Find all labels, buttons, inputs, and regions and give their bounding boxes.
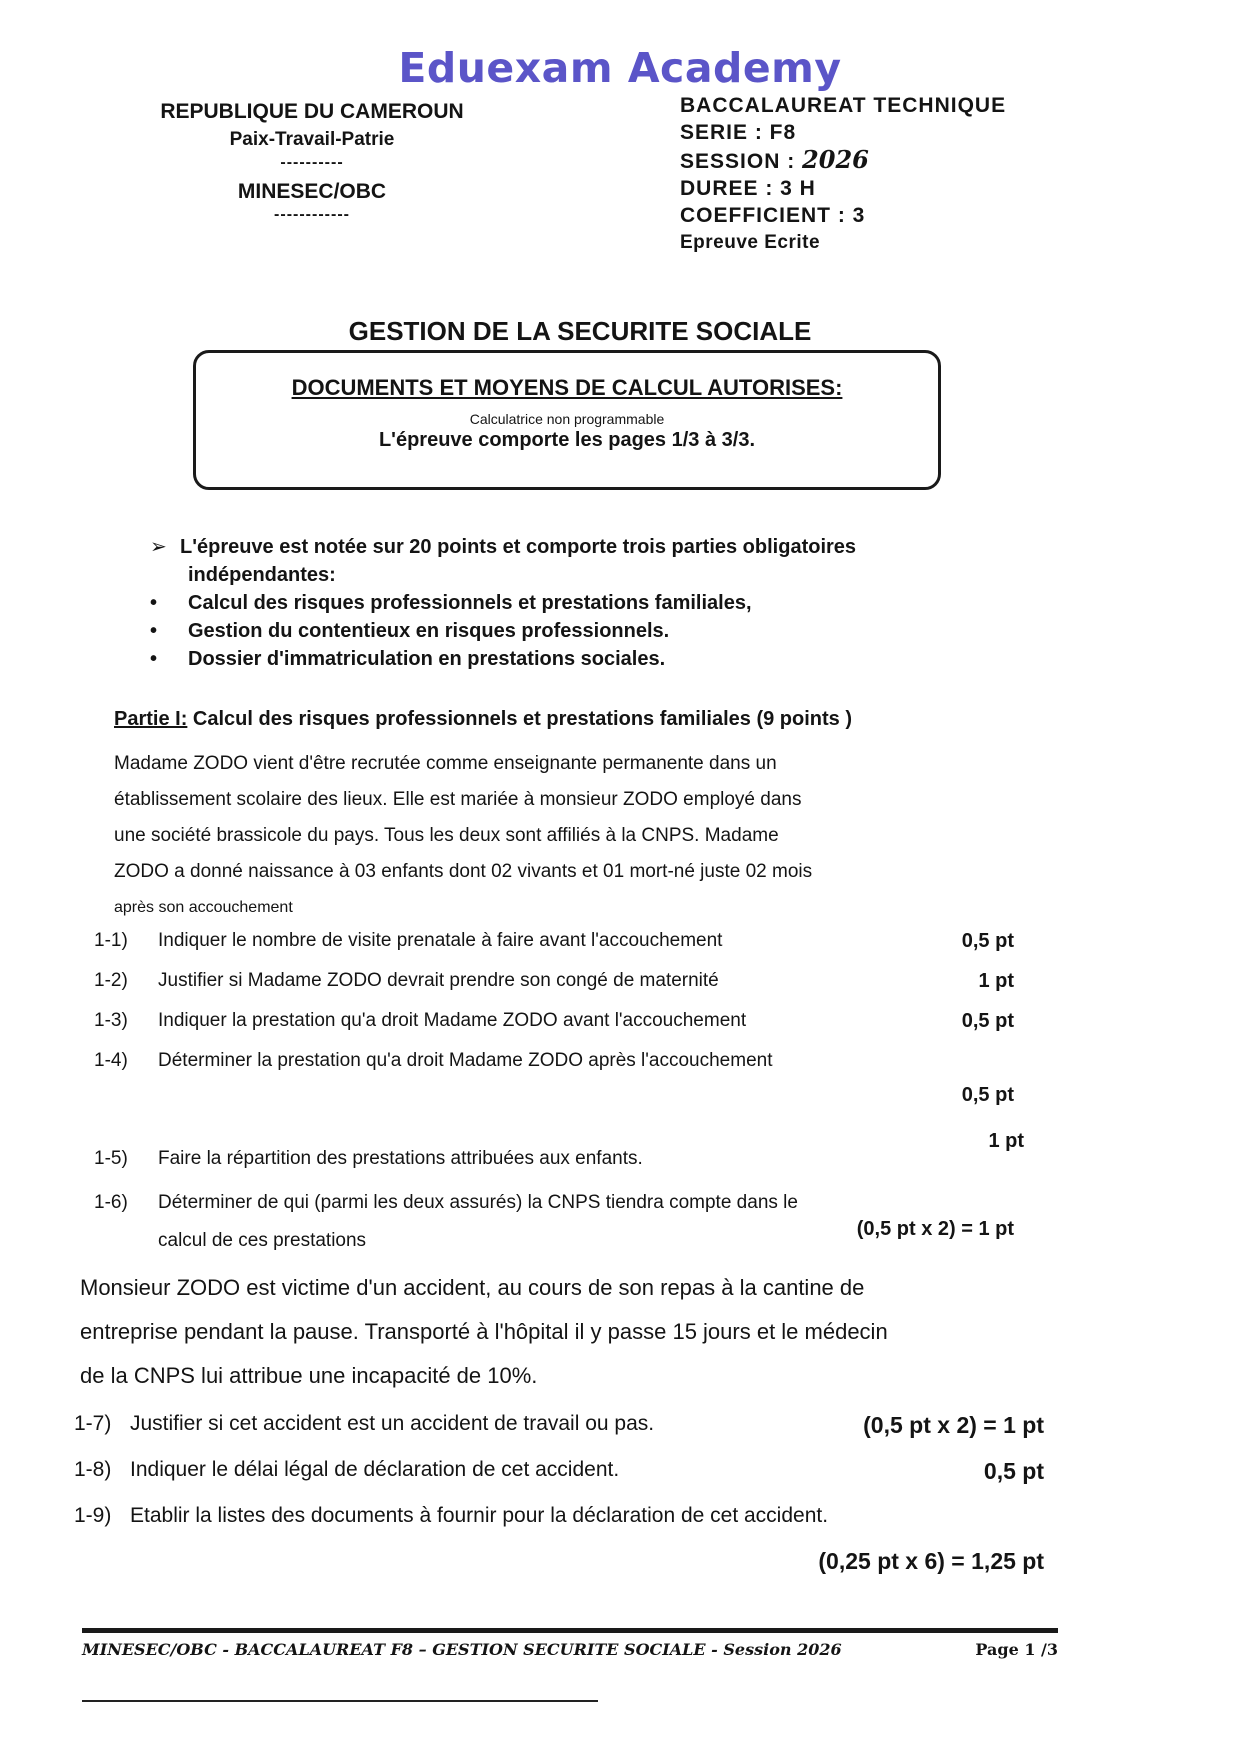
exam-duration: DUREE : 3 H	[680, 177, 816, 200]
separator: ------------	[274, 206, 350, 223]
question-1-6-continued	[158, 1218, 1034, 1258]
list-item	[150, 645, 1010, 673]
paragraph-line: après son accouchement	[114, 899, 293, 916]
paragraph-line: une société brassicole du pays. Tous les deux sont affiliés à la CNPS. Madame	[114, 825, 779, 846]
session-label: SESSION :	[680, 150, 796, 173]
paragraph-line: Madame ZODO vient d'être recrutée comme enseignante permanente dans un	[114, 753, 777, 774]
question-text: Déterminer la prestation qu'a droit Madame ZODO après l'accouchement	[158, 1050, 773, 1071]
question-text: Indiquer le nombre de visite prenatale à faire avant l'accouchement	[158, 930, 723, 951]
list-item-text: Dossier d'immatriculation en prestations sociales.	[188, 648, 666, 670]
box-title: DOCUMENTS ET MOYENS DE CALCUL AUTORISES:	[291, 375, 843, 400]
country-name: REPUBLIQUE DU CAMEROUN	[160, 100, 464, 123]
bottom-rule	[82, 1700, 598, 1702]
instruction-text: L'épreuve est notée sur 20 points et comporte trois parties obligatoires	[180, 536, 857, 558]
instructions	[150, 533, 1010, 673]
question-1-7	[74, 1412, 1044, 1444]
question-text: Faire la répartition des prestations attribuées aux enfants.	[158, 1148, 643, 1169]
question-points: 0,5 pt	[961, 930, 1014, 952]
question-points: (0,25 pt x 6) = 1,25 pt	[818, 1548, 1044, 1574]
paragraph-line: de la CNPS lui attribue une incapacité de 10%.	[80, 1363, 538, 1388]
footer-text: MINESEC/OBC - BACCALAUREAT F8 – GESTION SECURITE SOCIALE - Session 2026	[82, 1640, 842, 1659]
question-1-6	[94, 1192, 1034, 1220]
question-number: 1-6)	[94, 1192, 128, 1213]
bullet-icon: •	[150, 620, 158, 642]
bullet-icon: •	[150, 592, 158, 614]
question-1-4	[94, 1050, 1034, 1078]
question-number: 1-8)	[74, 1458, 112, 1481]
paragraph-line: ZODO a donné naissance à 03 enfants dont 02 vivants et 01 mort-né juste 02 mois	[114, 861, 813, 882]
header-left	[132, 98, 492, 224]
question-text: calcul de ces prestations	[158, 1230, 367, 1251]
question-text: Indiquer le délai légal de déclaration de cet accident.	[130, 1458, 620, 1481]
question-number: 1-3)	[94, 1010, 128, 1031]
part1-statement-2	[80, 1266, 1040, 1398]
question-points: 1 pt	[978, 970, 1014, 992]
page-footer	[82, 1640, 1058, 1659]
ministry-name: MINESEC/OBC	[237, 180, 387, 203]
question-number: 1-1)	[94, 930, 128, 951]
part1-heading	[114, 708, 852, 731]
question-1-9	[74, 1504, 1044, 1536]
question-text: Déterminer de qui (parmi les deux assurés) la CNPS tiendra compte dans le	[158, 1192, 798, 1213]
separator: ----------	[280, 154, 344, 171]
exam-coefficient: COEFFICIENT : 3	[680, 204, 866, 227]
question-points: 0,5 pt	[961, 1084, 1014, 1106]
question-number: 1-7)	[74, 1412, 112, 1435]
question-number: 1-9)	[74, 1504, 112, 1527]
question-number: 1-2)	[94, 970, 128, 991]
part1-statement	[114, 746, 1014, 926]
question-points: (0,5 pt x 2) = 1 pt	[863, 1412, 1044, 1438]
box-calculator: Calculatrice non programmable	[469, 411, 665, 427]
exam-title: GESTION DE LA SECURITE SOCIALE	[348, 316, 812, 346]
instruction-line	[150, 533, 1010, 561]
page-number: Page 1 /3	[975, 1640, 1058, 1659]
footer-rule	[82, 1628, 1058, 1633]
box-pages: L'épreuve comporte les pages 1/3 à 3/3.	[378, 429, 756, 451]
question-1-1	[94, 930, 1034, 958]
paragraph-line: Monsieur ZODO est victime d'un accident, au cours de son repas à la cantine de	[80, 1275, 865, 1300]
question-1-8	[74, 1458, 1044, 1490]
question-1-2	[94, 970, 1034, 998]
question-text: Etablir la listes des documents à fournir pour la déclaration de cet accident.	[130, 1504, 829, 1527]
arrow-icon: ➢	[150, 536, 167, 558]
question-points: (0,5 pt x 2) = 1 pt	[856, 1218, 1014, 1240]
question-1-5	[94, 1130, 1034, 1176]
part1-title: Calcul des risques professionnels et prestations familiales (9 points )	[192, 708, 852, 730]
question-text: Justifier si Madame ZODO devrait prendre son congé de maternité	[158, 970, 719, 991]
exam-session	[680, 146, 1040, 175]
part1-label: Partie I:	[114, 708, 188, 730]
instruction-line: indépendantes:	[188, 564, 336, 586]
list-item-text: Calcul des risques professionnels et prestations familiales,	[188, 592, 752, 614]
question-text: Justifier si cet accident est un accident de travail ou pas.	[130, 1412, 655, 1435]
header-right	[680, 92, 1040, 256]
question-1-3	[94, 1010, 1034, 1038]
exam-serie: SERIE : F8	[680, 121, 797, 144]
allowed-materials-box	[193, 350, 941, 490]
paragraph-line: entreprise pendant la pause. Transporté à l'hôpital il y passe 15 jours et le médecin	[80, 1319, 888, 1344]
question-number: 1-5)	[94, 1148, 128, 1169]
session-handwritten: 2026	[802, 145, 869, 174]
question-text: Indiquer la prestation qu'a droit Madame ZODO avant l'accouchement	[158, 1010, 747, 1031]
watermark-title: Eduexam Academy	[398, 44, 842, 92]
question-points: 0,5 pt	[961, 1010, 1014, 1032]
exam-name: BACCALAUREAT TECHNIQUE	[680, 94, 1007, 117]
exam-type: Epreuve Ecrite	[680, 232, 821, 253]
bullet-icon: •	[150, 648, 158, 670]
list-item	[150, 589, 1010, 617]
question-points: 0,5 pt	[983, 1458, 1044, 1484]
paragraph-line: établissement scolaire des lieux. Elle est mariée à monsieur ZODO employé dans	[114, 789, 802, 810]
list-item	[150, 617, 1010, 645]
question-number: 1-4)	[94, 1050, 128, 1071]
list-item-text: Gestion du contentieux en risques professionnels.	[188, 620, 670, 642]
national-motto: Paix-Travail-Patrie	[229, 129, 395, 150]
question-points: 1 pt	[988, 1130, 1024, 1152]
